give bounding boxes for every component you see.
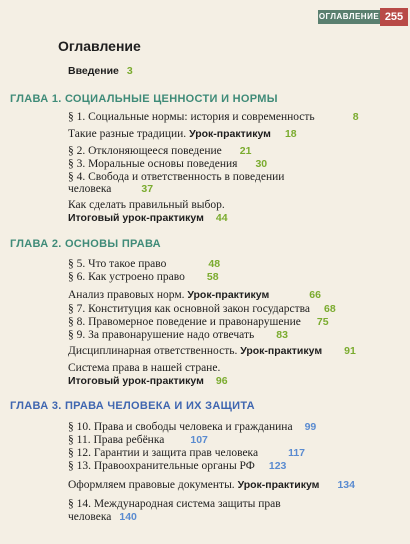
toc-item[interactable] [68,315,329,329]
toc-item[interactable] [68,257,220,271]
toc-item-cont[interactable] [68,182,153,196]
toc-item[interactable] [68,459,286,473]
chapter-1-title[interactable]: ГЛАВА 1. СОЦИАЛЬНЫЕ ЦЕННОСТИ И НОРМЫ [10,93,278,105]
page-title: Оглавление [58,38,141,54]
toc-item-text: § 13. Правоохранительные органы РФ [68,460,255,472]
chapter-3-title[interactable]: ГЛАВА 3. ПРАВА ЧЕЛОВЕКА И ИХ ЗАЩИТА [10,400,255,412]
toc-item-text: человека [68,183,112,195]
toc-item-page: 107 [190,434,208,446]
toc-item[interactable] [68,127,297,141]
toc-item-page: 48 [208,258,221,270]
toc-item-text: § 12. Гарантии и защита прав человека [68,447,259,459]
toc-item-page: 66 [309,289,321,301]
toc-item-text: § 5. Что такое право [68,258,167,270]
toc-item-bold: Урок-практикум [237,479,320,491]
toc-item-text: Как сделать правильный выбор. [68,199,225,211]
toc-item[interactable] [68,497,281,511]
toc-item-page: 83 [276,329,288,341]
toc-item-text: § 14. Международная система защиты прав [68,498,281,510]
toc-item[interactable] [68,302,336,316]
toc-item-text: § 1. Социальные нормы: история и современность [68,111,315,123]
toc-item-page: 30 [255,158,268,170]
toc-item-bold: Итоговый урок-практикум [68,212,204,224]
toc-item-text: Такие разные традиции. [68,128,187,140]
toc-item-text: § 10. Права и свободы человека и гражданина [68,421,293,433]
toc-item-text: § 8. Правомерное поведение и правонарушение [68,316,301,328]
toc-item-page: 140 [119,511,137,523]
toc-item-cont[interactable] [68,510,137,524]
toc-item[interactable] [68,157,267,171]
toc-item-text: Анализ правовых норм. [68,289,185,301]
toc-item-cont[interactable] [68,374,228,388]
toc-item-page: 37 [141,183,154,195]
toc-item-text: § 2. Отклоняющееся поведение [68,145,222,157]
toc-item-page: 58 [206,271,219,283]
toc-item-page: 99 [304,421,317,433]
toc-item[interactable] [68,478,355,492]
toc-item-cont[interactable] [68,211,228,225]
toc-intro-page: 3 [126,65,133,77]
toc-item[interactable] [68,110,359,124]
toc-item-page: 96 [215,375,228,387]
toc-item-page: 18 [284,128,297,140]
toc-item-text: человека [68,511,112,523]
toc-item-bold: Урок-практикум [189,128,271,140]
toc-intro-label: Введение [68,65,119,77]
toc-item-page: 117 [288,447,306,459]
toc-item-page: 44 [215,212,228,224]
toc-item-text: Оформляем правовые документы. [68,479,235,491]
toc-item-text: § 4. Свобода и ответственность в поведении [68,171,285,183]
section-label: ОГЛАВЛЕНИЕ [318,10,380,24]
toc-item-text: Дисциплинарная ответственность. [68,345,238,357]
toc-item[interactable] [68,433,208,447]
toc-item[interactable] [68,446,305,460]
toc-item-text: § 3. Моральные основы поведения [68,158,238,170]
toc-item-page: 8 [352,111,359,123]
toc-item[interactable] [68,328,288,342]
toc-item-text: § 6. Как устроено право [68,271,185,283]
toc-item-bold: Урок-практикум [240,345,323,357]
toc-item-page: 21 [239,145,252,157]
toc-item-text: Система права в нашей стране. [68,362,221,374]
toc-item-page: 68 [324,303,336,315]
toc-item[interactable] [68,344,356,358]
toc-item[interactable] [68,198,225,212]
toc-item[interactable] [68,144,251,158]
toc-item[interactable] [68,270,219,284]
toc-item-text: § 7. Конституция как основной закон государства [68,303,310,315]
page-number-badge: 255 [380,8,408,26]
toc-item-page: 75 [316,316,329,328]
toc-item-text: § 11. Права ребёнка [68,434,165,446]
toc-item-bold: Урок-практикум [187,289,270,301]
toc-item[interactable] [68,288,321,302]
toc-intro[interactable] [68,64,133,78]
toc-item-page: 123 [268,460,287,472]
chapter-2-title[interactable]: ГЛАВА 2. ОСНОВЫ ПРАВА [10,238,161,250]
toc-item[interactable] [68,361,220,375]
bleed-through-text [300,40,410,440]
toc-item-page: 91 [344,345,356,357]
toc-item-bold: Итоговый урок-практикум [68,375,204,387]
toc-item-text: § 9. За правонарушение надо отвечать [68,329,255,341]
toc-item[interactable] [68,420,316,434]
toc-item-page: 134 [337,479,355,491]
